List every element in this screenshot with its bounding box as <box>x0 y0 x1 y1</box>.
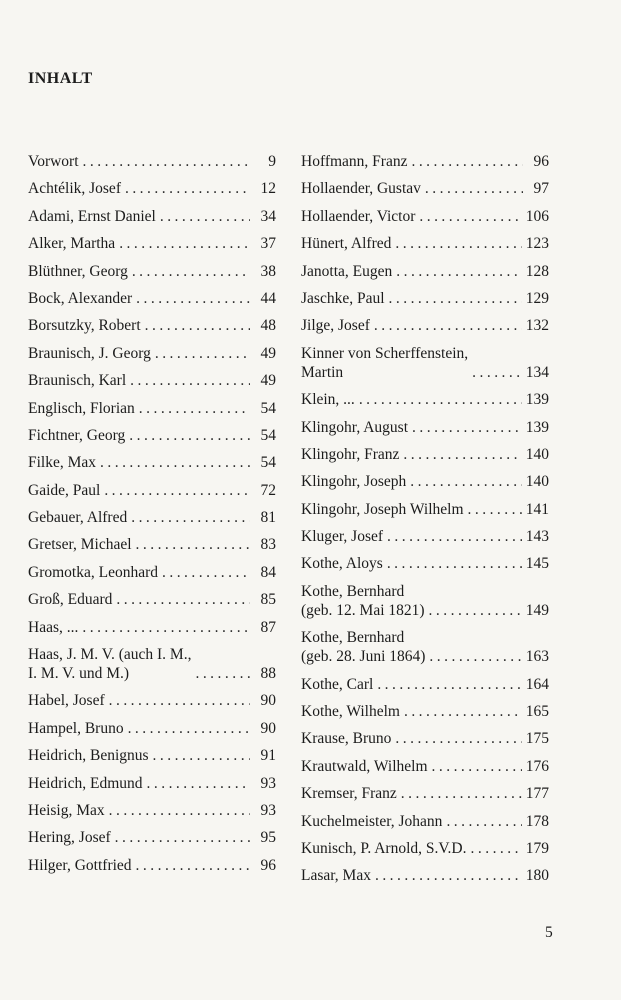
dot-leader <box>195 664 250 683</box>
toc-entry-page: 128 <box>525 262 549 280</box>
toc-entry-page: 48 <box>260 317 276 335</box>
toc-entry <box>301 179 549 198</box>
dot-leader <box>115 828 250 847</box>
toc-entry <box>28 262 276 281</box>
dot-leader <box>396 262 521 281</box>
toc-entry <box>28 856 276 875</box>
toc-entry-page: 178 <box>525 812 549 830</box>
toc-entry-page: 145 <box>525 555 549 573</box>
dot-leader <box>83 152 250 171</box>
toc-entry-name: Kothe, Bernhard (geb. 28. Juni 1864) <box>301 629 426 666</box>
toc-entry-name: Gromotka, Leonhard <box>28 563 158 581</box>
dot-leader <box>359 390 522 409</box>
dot-leader <box>395 729 521 748</box>
toc-entry <box>301 839 549 858</box>
toc-entry <box>301 729 549 748</box>
dot-leader <box>425 179 523 198</box>
toc-entry-name: Kuchelmeister, Johann <box>301 812 443 830</box>
toc-entry-name: Hilger, Gottfried <box>28 856 132 874</box>
dot-leader <box>116 590 250 609</box>
toc-entry-page: 93 <box>260 801 276 819</box>
toc-entry <box>301 500 549 519</box>
dot-leader <box>109 691 250 710</box>
dot-leader <box>132 262 250 281</box>
toc-entry-page: 149 <box>525 601 549 619</box>
toc-entry <box>28 289 276 308</box>
toc-entry <box>301 390 549 409</box>
toc-entry-page: 163 <box>525 648 549 666</box>
toc-entry-name: Bock, Alexander <box>28 289 133 307</box>
toc-entry-name: Kinner von Scherffenstein, Martin <box>301 344 469 381</box>
toc-entry <box>301 702 549 721</box>
toc-entry-page: 96 <box>260 856 276 874</box>
toc-entry-name: Achtélik, Josef <box>28 180 121 198</box>
toc-entry-name: Haas, J. M. V. (auch I. M., I. M. V. und M.) <box>28 646 192 683</box>
toc-entry <box>28 719 276 738</box>
toc-entry-name: Kothe, Wilhelm <box>301 703 400 721</box>
toc-entry-page: 97 <box>533 180 549 198</box>
toc-entry-name: Kunisch, P. Arnold, S.V.D. <box>301 839 467 857</box>
toc-entry-page: 83 <box>260 536 276 554</box>
toc-entry <box>28 691 276 710</box>
toc-entry-page: 34 <box>260 207 276 225</box>
toc-entry-name: Filke, Max <box>28 454 97 472</box>
toc-entry <box>28 399 276 418</box>
dot-leader <box>410 472 521 491</box>
toc-entry <box>301 316 549 335</box>
toc-entry <box>301 757 549 776</box>
toc-entry-name: Jilge, Josef <box>301 317 370 335</box>
dot-leader <box>82 618 250 637</box>
dot-leader <box>109 801 250 820</box>
toc-entry-page: 84 <box>260 563 276 581</box>
toc-entry-name: Janotta, Eugen <box>301 262 393 280</box>
toc-entry-name: Hering, Josef <box>28 829 111 847</box>
toc-entry-name: Blüthner, Georg <box>28 262 128 280</box>
toc-entry <box>28 774 276 793</box>
toc-entry-name: Klingohr, August <box>301 418 409 436</box>
dot-leader <box>131 508 250 527</box>
toc-entry-name: Krause, Bruno <box>301 730 392 748</box>
dot-leader <box>139 399 250 418</box>
toc-entry-name: Haas, ... <box>28 618 79 636</box>
toc-entry-page: 87 <box>260 618 276 636</box>
toc-entry <box>301 418 549 437</box>
dot-leader <box>147 774 250 793</box>
toc-entry-page: 134 <box>525 363 549 381</box>
toc-column-left <box>28 152 276 883</box>
toc-entry <box>301 207 549 226</box>
toc-entry-name: Kothe, Carl <box>301 675 374 693</box>
toc-entry <box>28 234 276 253</box>
toc-entry <box>301 262 549 281</box>
toc-entry <box>301 582 549 620</box>
toc-entry-page: 177 <box>525 785 549 803</box>
toc-entry <box>28 316 276 335</box>
toc-entry-name: Krautwald, Wilhelm <box>301 757 428 775</box>
toc-entry-name: Alker, Martha <box>28 235 116 253</box>
toc-entry-name: Hünert, Alfred <box>301 235 392 253</box>
toc-entry <box>301 675 549 694</box>
toc-entry-name: Groß, Eduard <box>28 591 113 609</box>
dot-leader <box>155 344 250 363</box>
toc-entry-name: Hampel, Bruno <box>28 719 124 737</box>
dot-leader <box>468 500 522 519</box>
dot-leader <box>160 207 250 226</box>
dot-leader <box>136 289 250 308</box>
toc-entry <box>301 812 549 831</box>
toc-entry-page: 93 <box>260 774 276 792</box>
toc-entry <box>301 234 549 253</box>
toc-entry-page: 165 <box>525 703 549 721</box>
toc-entry-page: 91 <box>260 747 276 765</box>
toc-entry-page: 90 <box>260 719 276 737</box>
toc-entry-page: 85 <box>260 591 276 609</box>
toc-entry-name: Klingohr, Joseph Wilhelm <box>301 500 464 518</box>
toc-entry-name: Gaide, Paul <box>28 481 101 499</box>
toc-entry <box>28 344 276 363</box>
toc-entry <box>28 618 276 637</box>
toc-entry-name: Hollaender, Victor <box>301 207 416 225</box>
toc-entry <box>301 554 549 573</box>
dot-leader <box>403 445 521 464</box>
toc-entry <box>28 535 276 554</box>
toc-entry-name: Heidrich, Benignus <box>28 747 149 765</box>
dot-leader <box>377 675 521 694</box>
toc-entry <box>28 179 276 198</box>
toc-entry-page: 44 <box>260 289 276 307</box>
toc-entry-name: Kothe, Aloys <box>301 555 383 573</box>
dot-leader <box>387 554 522 573</box>
toc-entry-name: Braunisch, J. Georg <box>28 344 151 362</box>
toc-entry-page: 90 <box>260 692 276 710</box>
toc-entry-page: 140 <box>525 473 549 491</box>
dot-leader <box>374 316 522 335</box>
toc-entry-page: 141 <box>525 500 549 518</box>
toc-entry <box>301 445 549 464</box>
toc-entry <box>301 628 549 666</box>
toc-entry <box>301 472 549 491</box>
dot-leader <box>395 234 521 253</box>
toc-column-right <box>301 152 549 894</box>
toc-entry-name: Heidrich, Edmund <box>28 774 143 792</box>
dot-leader <box>411 152 523 171</box>
toc-entry-page: 49 <box>260 372 276 390</box>
toc-entry-name: Vorwort <box>28 153 79 170</box>
page-title: INHALT <box>28 70 93 87</box>
toc-entry <box>28 801 276 820</box>
toc-entry-page: 96 <box>533 153 549 170</box>
toc-entry-page: 139 <box>525 391 549 409</box>
dot-leader <box>471 839 522 858</box>
toc-entry-page: 12 <box>260 180 276 198</box>
toc-entry <box>28 590 276 609</box>
toc-entry <box>28 481 276 500</box>
dot-leader <box>136 535 250 554</box>
toc-entry <box>28 645 276 683</box>
toc-entry-page: 180 <box>525 867 549 885</box>
dot-leader <box>136 856 250 875</box>
page-number: 5 <box>545 924 553 941</box>
toc-entry-name: Kothe, Bernhard (geb. 12. Mai 1821) <box>301 582 425 619</box>
dot-leader <box>100 453 250 472</box>
toc-entry-name: Hollaender, Gustav <box>301 180 421 198</box>
dot-leader <box>472 363 522 382</box>
toc-entry <box>28 152 276 171</box>
toc-entry-name: Hoffmann, Franz <box>301 153 408 170</box>
toc-entry-name: Gebauer, Alfred <box>28 509 128 527</box>
toc-entry-page: 132 <box>525 317 549 335</box>
dot-leader <box>412 418 522 437</box>
toc-entry-page: 175 <box>525 730 549 748</box>
toc-entry-page: 38 <box>260 262 276 280</box>
dot-leader <box>119 234 250 253</box>
toc-entry <box>301 152 549 171</box>
dot-leader <box>162 563 250 582</box>
dot-leader <box>375 866 522 885</box>
toc-entry-name: Borsutzky, Robert <box>28 317 141 335</box>
toc-entry <box>28 828 276 847</box>
toc-entry-name: Klein, ... <box>301 391 355 409</box>
toc-entry-page: 123 <box>525 235 549 253</box>
toc-entry-page: 81 <box>260 509 276 527</box>
toc-entry <box>28 746 276 765</box>
toc-entry-name: Kluger, Josef <box>301 528 384 546</box>
dot-leader <box>125 179 250 198</box>
toc-entry <box>28 453 276 472</box>
toc-entry-name: Klingohr, Franz <box>301 445 400 463</box>
toc-entry-page: 54 <box>260 454 276 472</box>
toc-entry <box>301 344 549 382</box>
toc-entry-page: 139 <box>525 418 549 436</box>
toc-entry <box>301 289 549 308</box>
toc-entry-page: 129 <box>525 289 549 307</box>
toc-entry-page: 164 <box>525 675 549 693</box>
toc-entry-page: 37 <box>260 235 276 253</box>
toc-entry-name: Klingohr, Joseph <box>301 473 407 491</box>
dot-leader <box>129 426 250 445</box>
toc-entry-page: 54 <box>260 399 276 417</box>
dot-leader <box>145 316 250 335</box>
toc-entry-name: Jaschke, Paul <box>301 289 385 307</box>
dot-leader <box>401 784 522 803</box>
toc-entry <box>301 527 549 546</box>
toc-entry <box>301 784 549 803</box>
dot-leader <box>429 647 521 666</box>
dot-leader <box>432 757 522 776</box>
toc-entry <box>301 866 549 885</box>
toc-entry-name: Englisch, Florian <box>28 399 135 417</box>
toc-entry-page: 72 <box>260 481 276 499</box>
toc-entry-page: 88 <box>260 665 276 683</box>
toc-entry-name: Braunisch, Karl <box>28 372 127 390</box>
toc-entry-page: 176 <box>525 757 549 775</box>
toc-entry-page: 54 <box>260 426 276 444</box>
toc-entry-page: 140 <box>525 445 549 463</box>
toc-entry-page: 95 <box>260 829 276 847</box>
toc-entry-name: Kremser, Franz <box>301 785 397 803</box>
toc-entry <box>28 563 276 582</box>
toc-entry-name: Gretser, Michael <box>28 536 132 554</box>
dot-leader <box>130 371 250 390</box>
toc-entry-name: Heisig, Max <box>28 801 105 819</box>
toc-entry-page: 106 <box>525 207 549 225</box>
toc-entry-page: 179 <box>525 839 549 857</box>
toc-entry <box>28 207 276 226</box>
toc-entry-page: 9 <box>268 153 276 170</box>
dot-leader <box>419 207 521 226</box>
toc-entry-page: 49 <box>260 344 276 362</box>
dot-leader <box>387 527 522 546</box>
toc-entry <box>28 426 276 445</box>
toc-entry-name: Adami, Ernst Daniel <box>28 207 156 225</box>
dot-leader <box>404 702 522 721</box>
dot-leader <box>104 481 250 500</box>
toc-entry-name: Habel, Josef <box>28 692 105 710</box>
toc-entry <box>28 508 276 527</box>
toc-entry-page: 143 <box>525 528 549 546</box>
toc-entry <box>28 371 276 390</box>
dot-leader <box>446 812 521 831</box>
toc-entry-name: Lasar, Max <box>301 867 371 885</box>
toc-entry-name: Fichtner, Georg <box>28 426 126 444</box>
dot-leader <box>153 746 250 765</box>
dot-leader <box>429 601 522 620</box>
dot-leader <box>128 719 250 738</box>
dot-leader <box>389 289 522 308</box>
